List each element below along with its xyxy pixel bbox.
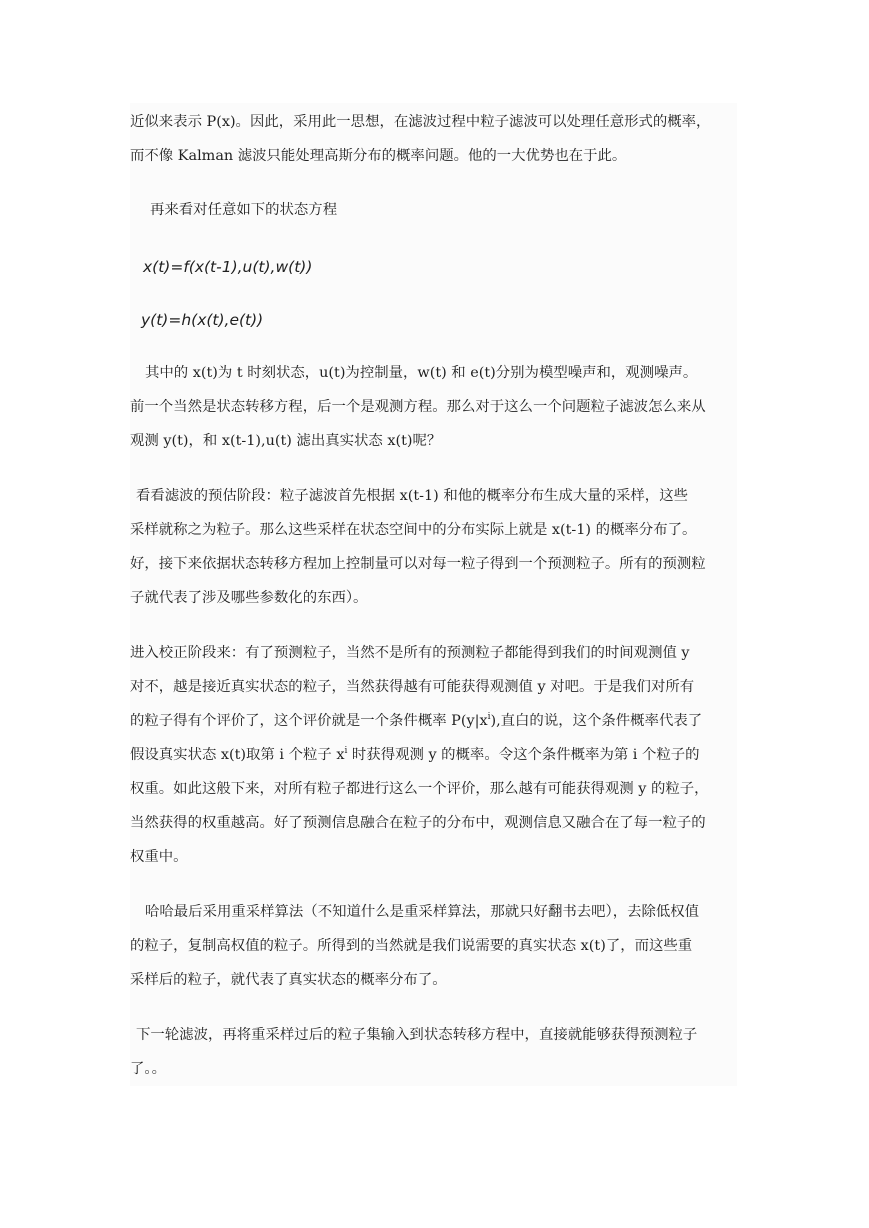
state-equation-intro: 再来看对任意如下的状态方程	[150, 202, 338, 218]
paragraph-4-line-1: 进入校正阶段来：有了预测粒子，当然不是所有的预测粒子都能得到我们的时间观测值 y	[130, 645, 690, 661]
paragraph-2-line-3: 观测 y(t)，和 x(t-1),u(t) 滤出真实状态 x(t)呢？	[130, 433, 442, 449]
paragraph-4-line-5: 权重。如此这般下来，对所有粒子都进行这么一个评价，那么越有可能获得观测 y 的粒子，	[130, 781, 709, 797]
superscript-i: i	[487, 712, 491, 723]
paragraph-5-line-1: 哈哈最后采用重采样算法（不知道什么是重采样算法，那就只好翻书去吧），去除低权值	[145, 904, 700, 920]
paragraph-5-line-3: 采样后的粒子，就代表了真实状态的概率分布了。	[130, 972, 447, 988]
paragraph-4-line-4-part-1: 假设真实状态 x(t)取第 i 个粒子 x	[130, 747, 345, 763]
paragraph-4-line-7: 权重中。	[130, 849, 188, 865]
paragraph-3-line-1: 看看滤波的预估阶段：粒子滤波首先根据 x(t-1) 和他的概率分布生成大量的采样，这些	[136, 488, 688, 504]
paragraph-4-line-3	[130, 709, 702, 733]
observation-equation: y(t)=h(x(t),e(t))	[141, 311, 264, 329]
superscript-i: i	[344, 746, 348, 757]
paragraph-2-line-2: 前一个当然是状态转移方程，后一个是观测方程。那么对于这么一个问题粒子滤波怎么来从	[130, 399, 706, 415]
paragraph-4-line-2: 对不，越是接近真实状态的粒子，当然获得越有可能获得观测值 y 对吧。于是我们对所有	[130, 679, 695, 695]
paragraph-3-line-4: 子就代表了涉及哪些参数化的东西）。	[130, 590, 368, 606]
paragraph-3-line-2: 采样就称之为粒子。那么这些采样在状态空间中的分布实际上就是 x(t-1) 的概率分布了。	[130, 522, 697, 538]
paragraph-4-line-3-part-1: 的粒子得有个评价了，这个评价就是一个条件概率 P(y|x	[130, 713, 488, 729]
state-transition-equation: x(t)=f(x(t-1),u(t),w(t))	[143, 258, 313, 276]
paragraph-4-line-4-part-2: 时获得观测 y 的概率。令这个条件概率为第 i 个粒子的	[347, 747, 700, 763]
paragraph-5-line-2: 的粒子，复制高权值的粒子。所得到的当然就是我们说需要的真实状态 x(t)了，而这些重	[130, 938, 693, 954]
paragraph-1-line-1: 近似来表示 P(x)。因此，采用此一思想，在滤波过程中粒子滤波可以处理任意形式的概率，	[130, 114, 711, 130]
paragraph-3-line-3: 好，接下来依据状态转移方程加上控制量可以对每一粒子得到一个预测粒子。所有的预测粒	[130, 556, 706, 572]
paragraph-4-line-6: 当然获得的权重越高。好了预测信息融合在粒子的分布中，观测信息又融合在了每一粒子的	[130, 815, 706, 831]
paragraph-4-line-3-part-2: ),直白的说，这个条件概率代表了	[490, 713, 703, 729]
paragraph-1-line-2: 而不像 Kalman 滤波只能处理高斯分布的概率问题。他的一大优势也在于此。	[130, 148, 627, 164]
paragraph-4-line-4	[130, 743, 700, 767]
paragraph-6-line-2: 了。。	[130, 1061, 166, 1077]
paragraph-6-line-1: 下一轮滤波，再将重采样过后的粒子集输入到状态转移方程中，直接就能够获得预测粒子	[136, 1027, 698, 1043]
paragraph-2-line-1: 其中的 x(t)为 t 时刻状态，u(t)为控制量，w(t) 和 e(t)分别为模型噪声和，观测噪声。	[145, 365, 698, 381]
